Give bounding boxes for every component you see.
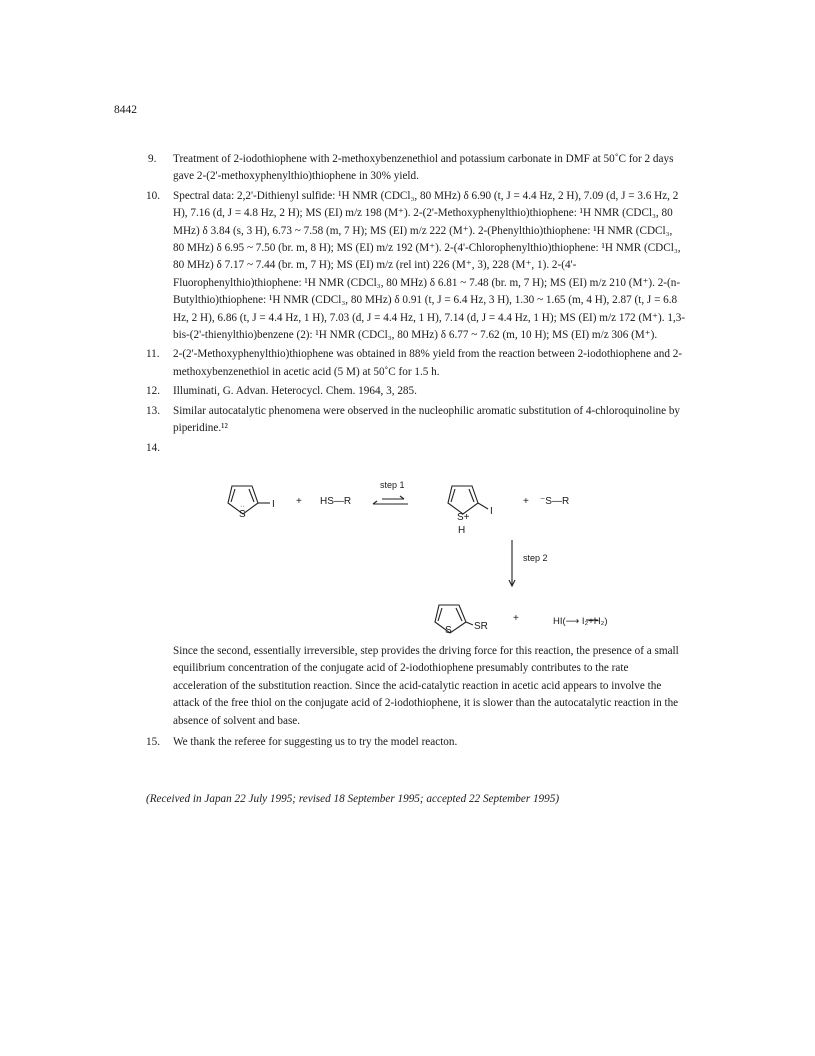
note-text: Spectral data: 2,2'-Dithienyl sulfide: ¹H NMR (CDCl₃, 80 MHz) δ 6.90 (t, J = 4.4 Hz, 2 H), 7.09 (d, J = 3.6 Hz, 2 H), 7.16 (d, J = 4.8 Hz, 2 H); MS (EI) m/z 198 (M⁺). 2-(2'-Methoxyphenylthio)thiophene: ¹H NMR (CDCl₃, 80 MHz) δ 3.84 (s, 3 H), 6.73 ~ 7.58 (m, 7 H); MS (EI) m/z 222 (M⁺). 2-(Phenylthio)thiophene: ¹H NMR (CDCl₃, 80 MHz) δ 6.95 ~ 7.50 (br. m, 8 H); MS (EI) m/z 192 (M⁺). 2-(4'-Chlorophenylthio)thiophene: ¹H NMR (CDCl₃, 80 MHz) δ 7.17 ~ 7.44 (br. m, 7 H); MS (EI) m/z (rel int) 226 (M⁺, 3), 228 (M⁺, 1). 2-(4'-Fluorophenylthio)thiophene: ¹H NMR (CDCl₃, 80 MHz) δ 6.81 ~ 7.48 (br. m, 7 H); MS (EI) m/z 210 (M⁺). 2-(n-Butylthio)thiophene: ¹H NMR (CDCl₃, 80 MHz) δ 0.91 (t, J = 6.4 Hz, 3 H), 1.30 ~ 1.65 (m, 4 H), 2.87 (t, J = 6.8 Hz, 2 H), 6.86 (t, J = 4.4 Hz, 1 H), 7.03 (d, J = 4.4 Hz, 1 H), 7.14 (d, J = 4.4 Hz, 1 H); MS (EI) m/z 172 (M⁺). 1,3-bis-(2'-thienylthio)benzene (2): ¹H NMR (CDCl₃, 80 MHz) δ 6.77 ~ 7.62 (m, 10 H); MS (EI) m/z 306 (M⁺). (173, 189, 686, 342)
intermediate-iodo-label: I (490, 506, 493, 517)
note-text: Similar autocatalytic phenomena were observed in the nucleophilic aromatic substitution of 4-chloroquinoline by piperidine.¹² (173, 404, 681, 435)
step2-arrow (509, 540, 515, 586)
note-15 (146, 734, 686, 751)
note-text: Treatment of 2-iodothiophene with 2-methoxybenzenethiol and potassium carbonate in DMF at 50˚C for 2 days gave 2-(2'-methoxyphenylthio)thiophene in 30% yield. (173, 153, 674, 183)
note-text: 2-(2'-Methoxyphenylthio)thiophene was obtained in 88% yield from the reaction between 2-iodothiophene and 2-methoxybenzenethiol in acetic acid (5 M) at 50˚C for 1.5 h. (173, 348, 683, 378)
thiol-label: HS—R (320, 496, 352, 507)
plus-3: + (513, 613, 519, 624)
scheme-explanation: Since the second, essentially irreversible, step provides the driving force for this reaction, the presence of a small equilibrium concentration of the conjugate acid of 2-iodothiophene presumably contributes to the rate acceleration of the substitution reaction. Since the acid-catalytic reaction in acetic acid appears to involve the attack of the free thiol on the conjugate acid of 2-iodothiophene, it is slower than the autocatalytic reaction in the absence of solvent and base. (173, 645, 679, 727)
note-number: 14. (146, 441, 160, 454)
intermediate-h-label: H (458, 525, 466, 536)
step1-label: step 1 (380, 480, 405, 490)
received-dates: (Received in Japan 22 July 1995; revised 18 September 1995; accepted 22 September 1995) (146, 793, 560, 805)
note-text: We thank the referee for suggesting us to try the model reacton. (173, 736, 458, 748)
thiolate-label: ⁻S—R (540, 496, 570, 507)
step2-label: step 2 (523, 553, 548, 563)
equilibrium-arrows (373, 496, 408, 504)
note-number: 11. (146, 348, 160, 361)
note-12 (146, 383, 686, 400)
note-number: 13. (146, 404, 160, 417)
hi-label: HI(⟶ I₂+H₂) (553, 616, 608, 627)
plus-2: + (523, 496, 529, 507)
iodothiophene-ring (228, 486, 270, 514)
plus-1: + (296, 496, 302, 507)
notes-list (146, 151, 686, 454)
product-s-label: S (445, 625, 452, 636)
note-text: Illuminati, G. Advan. Heterocycl. Chem. 1964, 3, 285. (173, 385, 417, 398)
iodo-label: I (272, 499, 275, 510)
product-sr-label: SR (474, 621, 488, 632)
note-number: 12. (146, 385, 160, 398)
intermediate-s-label: S+ (457, 512, 470, 523)
note-13 (146, 403, 686, 438)
page-number: 8442 (114, 104, 137, 116)
note-number: 10. (146, 189, 160, 202)
protonated-thiophene-ring (448, 486, 488, 514)
thienylsulfide-ring (435, 605, 473, 633)
note-10 (146, 188, 686, 345)
note-number: 15. (146, 736, 160, 748)
note-9 (146, 151, 686, 186)
note-11 (146, 346, 686, 381)
reactant-s-label: S (239, 509, 246, 520)
lone-pair-dots: ·· (240, 503, 245, 510)
note-number: 9. (148, 153, 157, 165)
